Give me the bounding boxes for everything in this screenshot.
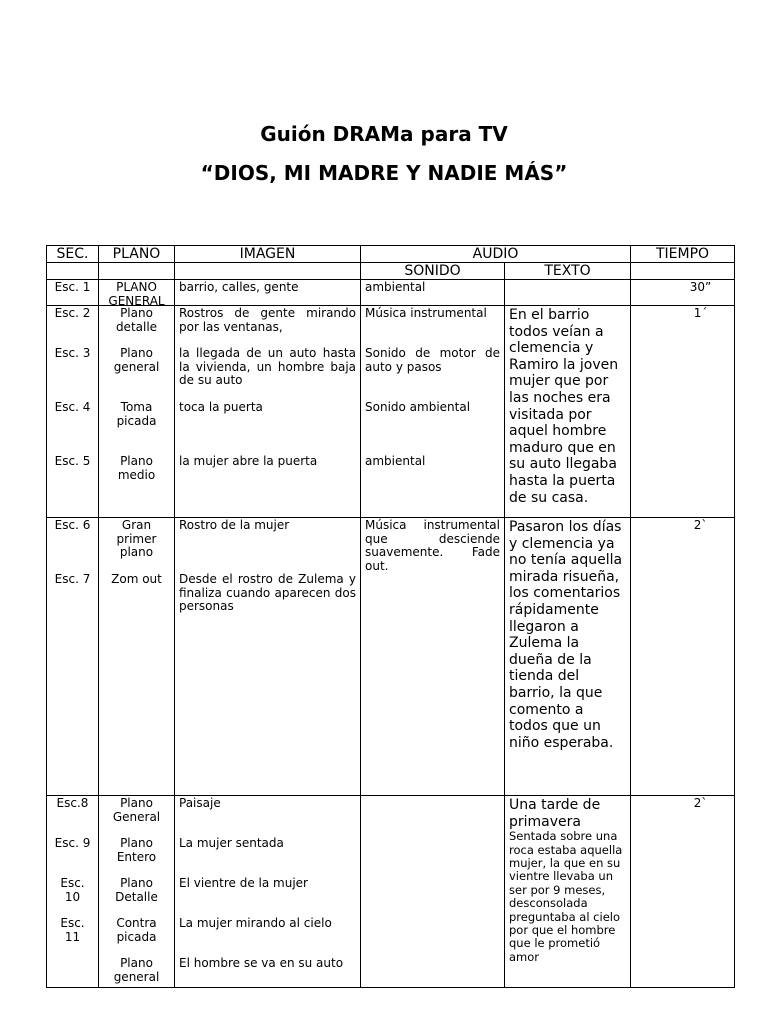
script-table [46,245,735,988]
cell-sec [47,518,99,796]
scene-imagen: Paisaje [179,796,221,810]
script-body [47,280,735,988]
scene-sec: Esc. 5 [54,454,91,468]
scene-sec: Esc. 9 [54,836,91,850]
cell-plano [99,518,175,796]
cell-tiempo: 2` [631,796,735,988]
scene-plano: PLANO GENERAL [108,280,165,308]
texto-narration: Una tarde de primavera [509,797,601,830]
subheader-empty [175,263,361,280]
subheader-empty [47,263,99,280]
cell-sec [47,306,99,518]
cell-imagen [175,306,361,518]
scene-plano: Plano general [113,346,160,374]
scene-sec: Esc. 7 [54,572,91,586]
cell-sonido [361,306,505,518]
texto-narration: En el barrio todos veían a clemencia y Ramiro la joven mujer que por las noches era visitada por aquel hombre maduro que en su auto llegaba hasta la puerta de su casa. [509,307,619,506]
scene-imagen: Rostro de la mujer [179,518,290,532]
header-texto: TEXTO [505,263,631,280]
cell-sec [47,796,99,988]
subheader-row [47,263,735,280]
scene-sec: Esc. 4 [54,400,91,414]
cell-sec [47,280,99,306]
cell-sonido [361,518,505,796]
header-sonido: SONIDO [361,263,505,280]
scene-sec: Esc. 6 [54,518,91,532]
cell-sonido [361,796,505,988]
header-audio: AUDIO [361,246,631,263]
scene-plano: Zom out [111,572,162,586]
scene-sec: Esc. 3 [54,346,91,360]
scene-sec: Esc. 2 [54,306,91,320]
cell-plano [99,796,175,988]
scene-plano: Gran primer plano [116,518,157,559]
scene-imagen: El hombre se va en su auto [179,956,344,970]
header-plano: PLANO [99,246,175,263]
scene-imagen: La mujer sentada [179,836,284,850]
table-row [47,306,735,518]
scene-sonido: Sonido ambiental [365,400,471,414]
scene-plano: Plano general [113,956,160,984]
scene-plano: Plano detalle [115,306,158,334]
texto-narration: Pasaron los días y clemencia ya no tenía aquella mirada risueña, los comentarios rápidamente llegaron a Zulema la dueña de la tienda del barrio, la que comento a todos que un niño esperaba. [509,519,623,751]
document-subtitle: “DIOS, MI MADRE Y NADIE MÁS” [200,161,568,185]
cell-tiempo: 1´ [631,306,735,518]
scene-sonido: ambiental [365,280,426,294]
scene-sonido: Música instrumental [365,306,487,320]
scene-sec: Esc. 10 [60,876,85,904]
scene-imagen: la mujer abre la puerta [179,454,318,468]
scene-plano: Toma picada [116,400,157,428]
scene-sonido: Música instrumental que desciende suavemente. Fade out. [365,518,500,573]
header-row [47,246,735,263]
cell-texto [505,280,631,306]
scene-sonido: ambiental [365,454,426,468]
cell-texto [505,306,631,518]
cell-tiempo: 30” [631,280,735,306]
scene-imagen: toca la puerta [179,400,263,414]
cell-texto [505,518,631,796]
scene-plano: Plano medio [117,454,156,482]
cell-imagen [175,796,361,988]
cell-tiempo: 2` [631,518,735,796]
scene-imagen: barrio, calles, gente [179,280,299,294]
cell-sonido [361,280,505,306]
scene-imagen: Desde el rostro de Zulema y finaliza cuando aparecen dos personas [179,572,356,613]
cell-imagen [175,280,361,306]
scene-sec: Esc. 11 [60,916,85,944]
table-row [47,280,735,306]
cell-plano [99,306,175,518]
scene-imagen: la llegada de un auto hasta la vivienda, un hombre baja de su auto [179,346,356,387]
scene-plano: Plano Detalle [115,876,158,904]
scene-imagen: Rostros de gente mirando por las ventanas, [179,306,356,334]
subheader-empty [631,263,735,280]
document-title: Guión DRAMa para TV [260,122,508,146]
header-sec: SEC. [47,246,99,263]
scene-plano: Contra picada [116,916,157,944]
scene-imagen: El vientre de la mujer [179,876,308,890]
cell-plano [99,280,175,306]
cell-imagen [175,518,361,796]
scene-plano: Plano General [112,796,161,824]
header-imagen: IMAGEN [175,246,361,263]
scene-sonido: Sonido de motor de auto y pasos [365,346,500,374]
cell-texto [505,796,631,988]
scene-sec: Esc. 1 [54,280,91,294]
table-row [47,518,735,796]
scene-imagen: La mujer mirando al cielo [179,916,332,930]
texto-narration-continued: Sentada sobre una roca estaba aquella mujer, la que en su vientre llevaba un ser por 9 meses, desconsolada preguntaba al cielo por que el hombre que le prometió amor [509,829,623,964]
table-row [47,796,735,988]
header-tiempo: TIEMPO [631,246,735,263]
scene-sec: Esc.8 [56,796,89,810]
subheader-empty [99,263,175,280]
scene-plano: Plano Entero [116,836,157,864]
